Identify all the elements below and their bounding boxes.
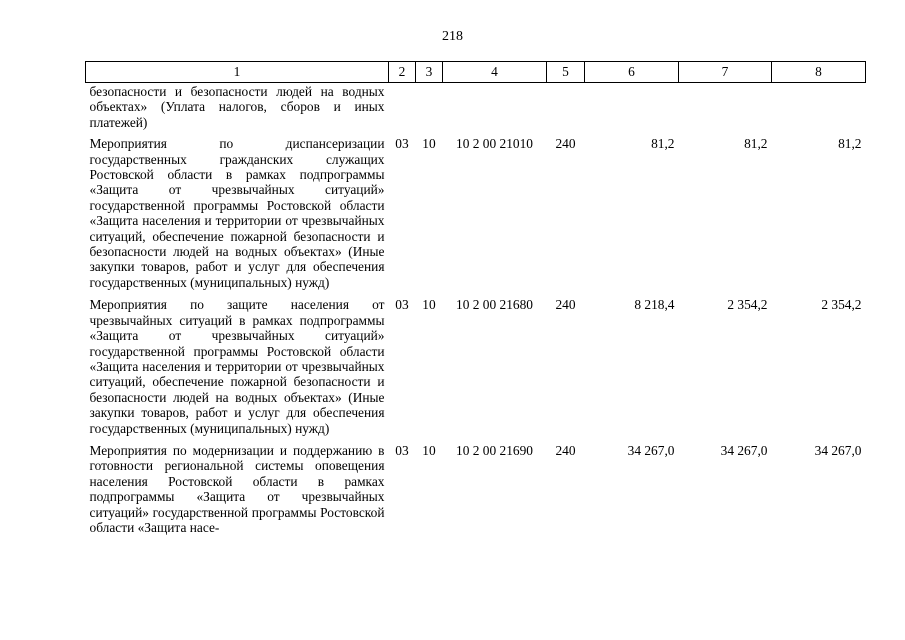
row-amount-1 [585,83,679,131]
row-subsection: 10 [422,136,436,152]
header-col-1: 1 [86,62,389,83]
header-col-2: 2 [389,62,416,83]
header-col-4: 4 [443,62,547,83]
header-col-5: 5 [547,62,585,83]
row-section [389,83,416,131]
row-amount-1: 34 267,0 [627,442,675,458]
row-description: Мероприятия по модернизации и поддержанию в готовности региональной системы оповещения населения Ростовской области в рамках подпрограммы «Защита от чрезвычайных ситуаций» государственной программы Ростовской области «Защита насе- [89,442,385,535]
row-amount-3: 81,2 [838,136,862,152]
row-expense-type [547,83,585,131]
row-expense-type: 240 [555,442,576,458]
row-subsection: 10 [422,442,436,458]
row-amount-2: 81,2 [744,136,768,152]
row-section: 03 [395,297,409,313]
header-col-7: 7 [679,62,772,83]
row-amount-2: 2 354,2 [727,297,768,313]
row-target-code: 10 2 00 21680 [456,297,533,313]
row-target-code [443,83,547,131]
row-expense-type: 240 [555,297,576,313]
row-amount-3: 34 267,0 [814,442,862,458]
row-section: 03 [395,442,409,458]
row-subsection [416,83,443,131]
row-description: Мероприятия по диспансеризации государственных гражданских служащих Ростовской области в рамках подпрограммы «Защита от чрезвычайных ситуаций» государственной программы Ростовской области «Защита населения и территории от чрезвычайных ситуаций, обеспечение пожарной безопасности и безопасности людей на водных объектах» (Иные закупки товаров, работ и услуг для обеспечения государственных (муниципальных) нужд) [89,136,385,290]
budget-table [85,61,866,536]
header-col-6: 6 [585,62,679,83]
table-row [86,130,866,291]
header-col-8: 8 [772,62,866,83]
row-amount-2: 34 267,0 [720,442,768,458]
row-subsection: 10 [422,297,436,313]
table-row [86,83,866,131]
row-section: 03 [395,136,409,152]
page-number: 218 [442,29,463,44]
row-amount-2 [679,83,772,131]
row-amount-1: 8 218,4 [634,297,675,313]
header-row [86,62,866,83]
row-target-code: 10 2 00 21690 [456,442,533,458]
row-amount-3: 2 354,2 [821,297,862,313]
row-amount-3 [772,83,866,131]
row-description: безопасности и безопасности людей на водных объектах» (Уплата налогов, сборов и иных платежей) [89,84,385,130]
row-amount-1: 81,2 [651,136,675,152]
row-expense-type: 240 [555,136,576,152]
table-row [86,437,866,536]
table-row [86,291,866,437]
row-target-code: 10 2 00 21010 [456,136,533,152]
row-description: Мероприятия по защите населения от чрезвычайных ситуаций в рамках подпрограммы «Защита от чрезвычайных ситуаций» государственной программы Ростовской области «Защита населения и территории от чрезвычайных ситуаций, обеспечение пожарной безопасности и безопасности людей на водных объектах» (Иные закупки товаров, работ и услуг для обеспечения государственных (муниципальных) нужд) [89,297,385,436]
header-col-3: 3 [416,62,443,83]
